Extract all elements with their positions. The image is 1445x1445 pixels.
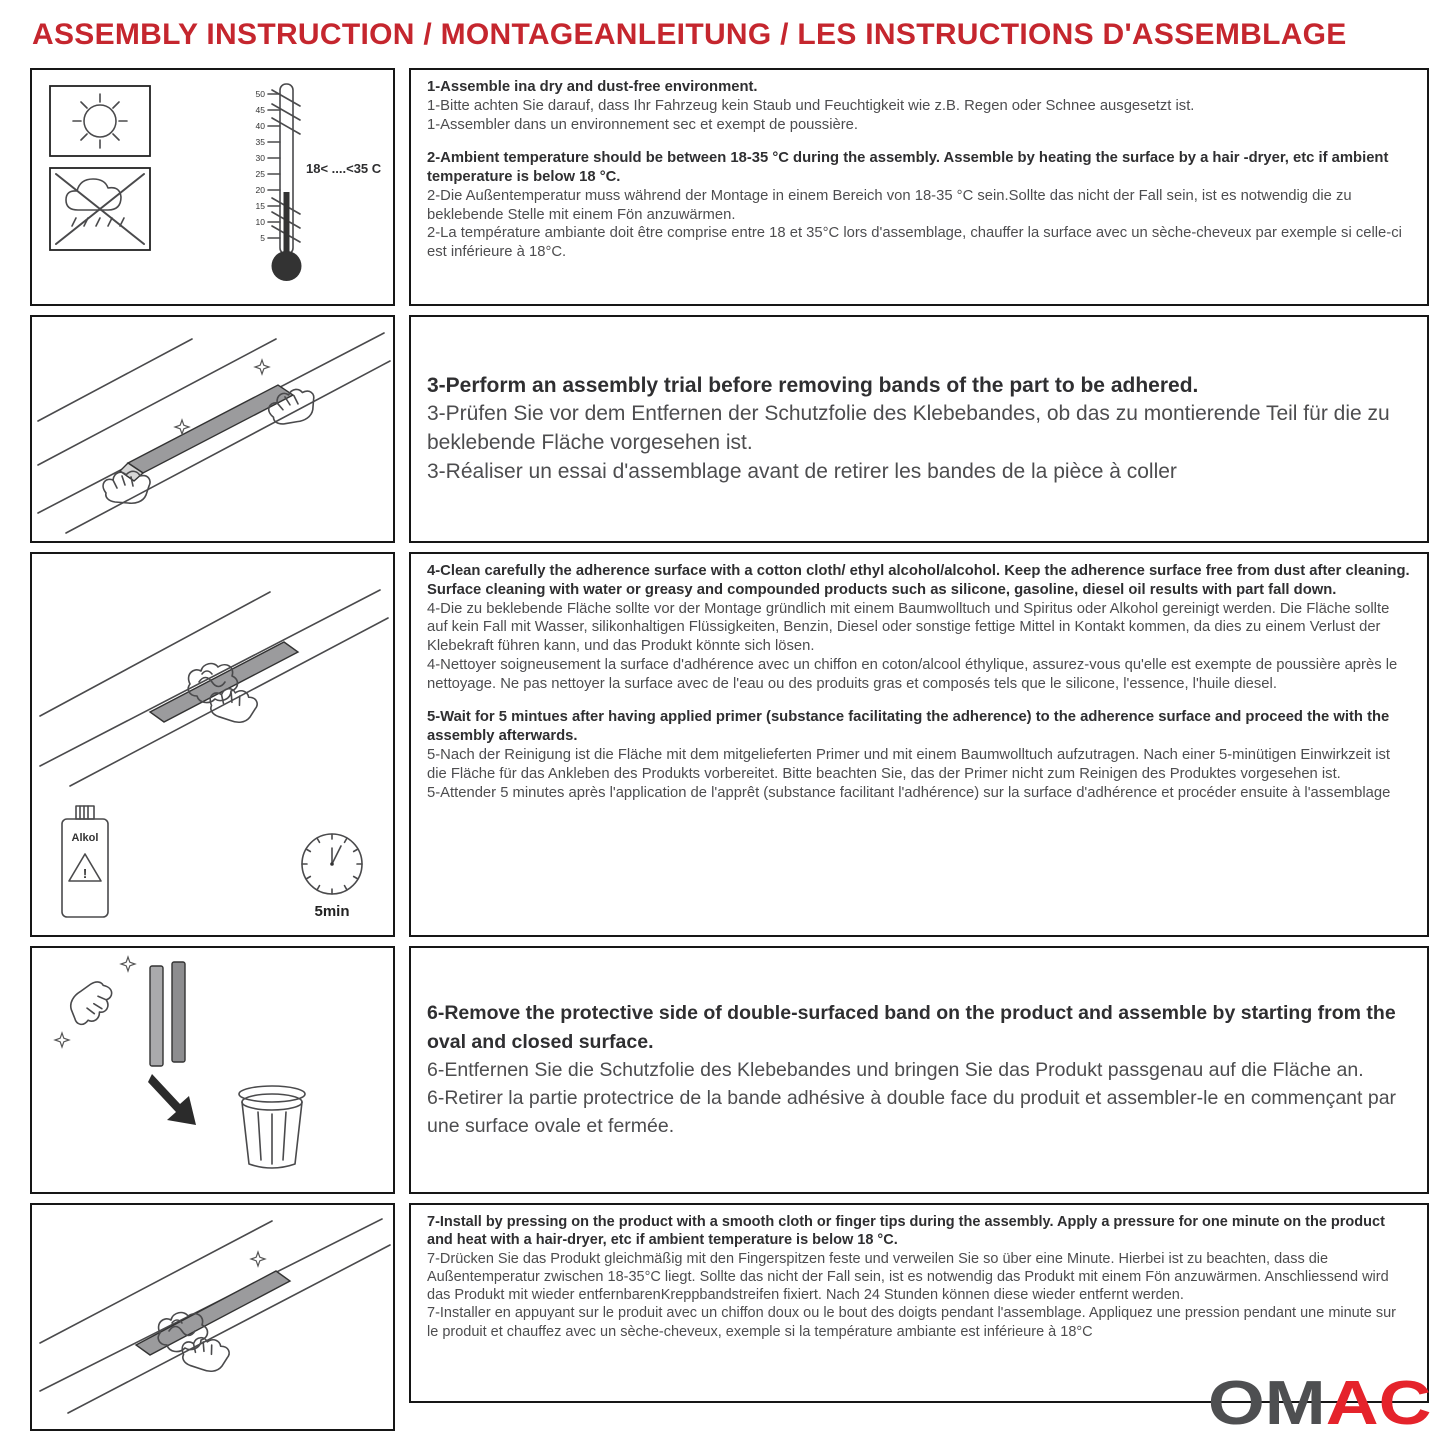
thermometer-tick-label: 35 — [255, 137, 265, 147]
step1-text-fr: 1-Assembler dans un environnement sec et exempt de poussière. — [427, 116, 858, 133]
sparkle-icon — [55, 1033, 69, 1047]
thermometer-icon — [256, 84, 382, 281]
arrow-down-icon — [148, 1074, 196, 1125]
illustration-remove-band — [30, 946, 395, 1194]
hand-icon — [178, 1333, 231, 1375]
warning-exclamation: ! — [82, 866, 88, 881]
step4-text-fr: 4-Nettoyer soigneusement la surface d'adhérence avec un chiffon en coton/alcool éthylique, assurez-vous qu'elle est exempte de poussière après le nettoyage. Ne pas nettoyer la surface avec de l'eau ou des produits gras et composés tels que le silicone, l'essence, l'huile diesel. — [427, 656, 1398, 692]
temperature-range-label: 18< ....<35 C — [306, 161, 382, 176]
wait-time-label: 5min — [314, 903, 350, 920]
step7-text-en: 7-Install by pressing on the product with a smooth cloth or finger tips during the assembly. Apply a pressure for one minute on the product and heat with a hair-dryer, etc if ambient temperature is below 18 °C. — [427, 1214, 1385, 1249]
step3-text-de: 3-Prüfen Sie vor dem Entfernen der Schutzfolie des Klebebandes, ob das zu montierende Teil für die zu beklebende Fläche vorgesehen ist. — [427, 402, 1390, 454]
step-1-2-textbox — [409, 68, 1429, 306]
illustration-assembly-trial — [30, 315, 395, 543]
step6-text-fr: 6-Retirer la partie protectrice de la bande adhésive à double face du produit et assembler-le en commençant par une surface ovale et fermée. — [427, 1087, 1397, 1138]
hand-icon — [63, 976, 119, 1031]
thermometer-tick-label: 30 — [255, 153, 265, 163]
step3-text-en: 3-Perform an assembly trial before removing bands of the part to be adhered. — [427, 373, 1199, 397]
alcohol-bottle-icon — [62, 806, 108, 917]
sill-plate — [128, 385, 293, 473]
environment-temperature-illustration — [32, 70, 393, 304]
illustration-cleaning — [30, 552, 395, 937]
thermometer-mercury — [284, 192, 290, 258]
step-3-textbox — [409, 315, 1429, 543]
step6-text-en: 6-Remove the protective side of double-surfaced band on the product and assemble by starting from the oval and closed surface. — [427, 1002, 1396, 1053]
sparkle-icon — [121, 957, 135, 971]
thermometer-tick-label: 15 — [255, 201, 265, 211]
section-step-3 — [30, 315, 1429, 543]
section-step-6 — [30, 946, 1429, 1194]
logo-text-red: AC — [1325, 1369, 1431, 1438]
thermometer-tick-label: 45 — [255, 105, 265, 115]
thermometer-tick-label: 5 — [260, 233, 265, 243]
thermometer-tick-label: 50 — [255, 89, 265, 99]
step7-text-de: 7-Drücken Sie das Produkt gleichmäßig mit den Fingerspitzen feste und verweilen Sie so über eine Minute. Hierbei ist zu beachten, dass die Außentemperatur zwischen 18-35°C liegt. Sollte das nicht der Fall sein, ist es notwendig das Produkt mit einem Fön anzuwärmen. Anschliessend wird das Produkt mit wieder entfernbarenKreppbandstreifen fixiert. Nach 24 Stunden können diese wieder entfernt werden. — [427, 1250, 1389, 1304]
press-product-illustration — [32, 1205, 393, 1429]
step7-text-fr: 7-Installer en appuyant sur le produit avec un chiffon doux ou le bout des doigts pendant l'assemblage. Appliquez une pression pendant une minute sur le produit et chauffez avec un sèche-cheveux, exemple si la température ambiante est inférieure à 18°C — [427, 1305, 1397, 1340]
illustration-environment-temperature — [30, 68, 395, 306]
section-step-1-2 — [30, 68, 1429, 306]
step1-text-de: 1-Bitte achten Sie darauf, dass Ihr Fahrzeug kein Staub und Feuchtigkeit wie z.B. Regen oder Schnee ausgesetzt ist. — [427, 97, 1195, 114]
page-title: ASSEMBLY INSTRUCTION / MONTAGEANLEITUNG / LES INSTRUCTIONS D'ASSEMBLAGE — [32, 18, 1347, 51]
step2-text-de: 2-Die Außentemperatur muss während der Montage in einem Bereich von 18-35 °C sein.Sollte das nicht der Fall sein, ist es notwendig die zu beklebende Stelle mit einem Fön anzuwärmen. — [427, 187, 1352, 223]
sparkle-icon — [251, 1252, 265, 1266]
step5-text-fr: 5-Attender 5 minutes après l'application de l'apprêt (substance facilitant l'adhérence) sur la surface d'adhérence et procéder ensuite à l'assemblage — [427, 784, 1391, 801]
cleaning-illustration — [32, 554, 393, 935]
step2-text-en: 2-Ambient temperature should be between 18-35 °C during the assembly. Assemble by heating the surface by a hair -dryer, etc if ambient temperature is below 18 °C. — [427, 150, 1389, 186]
adhesive-band-icon — [150, 962, 185, 1066]
omac-logo — [1207, 1369, 1431, 1438]
logo-text-dark: OM — [1207, 1369, 1326, 1438]
trash-bin-icon — [239, 1086, 305, 1168]
step5-text-en: 5-Wait for 5 mintues after having applied primer (substance facilitating the adherence) to the adherence surface and proceed the with the assembly afterwards. — [427, 709, 1390, 745]
remove-band-illustration — [32, 948, 393, 1192]
alcohol-bottle-label: Alkol — [71, 832, 99, 844]
step-6-textbox — [409, 946, 1429, 1194]
clock-icon — [302, 834, 362, 920]
thermometer-bulb — [272, 251, 302, 281]
step2-text-fr: 2-La température ambiante doit être comprise entre 18 et 35°C lors d'assemblage, chauffer la surface avec un sèche-cheveux par exemple si celle-ci est inférieure à 18°C. — [427, 225, 1402, 261]
thermometer-tick-label: 20 — [255, 185, 265, 195]
sill-plate — [150, 642, 298, 722]
step3-text-fr: 3-Réaliser un essai d'assemblage avant de retirer les bandes de la pièce à coller — [427, 459, 1177, 483]
thermometer-tick-label: 40 — [255, 121, 265, 131]
thermometer-tick-label: 10 — [255, 217, 265, 227]
door-sill-trial-illustration — [32, 317, 393, 541]
step-4-5-textbox — [409, 552, 1429, 937]
step5-text-de: 5-Nach der Reinigung ist die Fläche mit dem mitgelieferten Primer und mit einem Baumwolltuch aufzutragen. Nach einer 5-minütigen Einwirkzeit ist die Fläche für das Ankleben des Produkts vorbereitet. Bitte beachten Sie, das der Primer nicht zum Reinigen des Produktes vorgesehen ist. — [427, 747, 1391, 782]
sparkle-icon — [255, 360, 269, 374]
step6-text-de: 6-Entfernen Sie die Schutzfolie des Klebebandes und bringen Sie das Produkt passgenau auf die Fläche an. — [427, 1058, 1364, 1081]
illustration-press-product — [30, 1203, 395, 1431]
step1-text-en: 1-Assemble ina dry and dust-free environment. — [427, 79, 758, 95]
step4-text-de: 4-Die zu beklebende Fläche sollte vor der Montage gründlich mit einem Baumwolltuch und Spiritus oder Alkohol gereinigt werden. Die Fläche sollte auf kein Fall mit Wasser, silikonhaltigen Flüssigkeiten, Benzin, Diesel oder sonstige fettige Mittel in Kontakt kommen, da dies zu einem Verlust der Klebekraft führen kann, und das Produkt könnte sich lösen. — [427, 600, 1390, 655]
thermometer-tick-label: 25 — [255, 169, 265, 179]
step4-text-en: 4-Clean carefully the adherence surface with a cotton cloth/ ethyl alcohol/alcohol. Keep the adherence surface free from dust after cleaning. Surface cleaning with water or greasy and compounded products such as silicone, gasoline, diesel oil results with part fall down. — [427, 563, 1410, 598]
section-step-4-5 — [30, 552, 1429, 937]
